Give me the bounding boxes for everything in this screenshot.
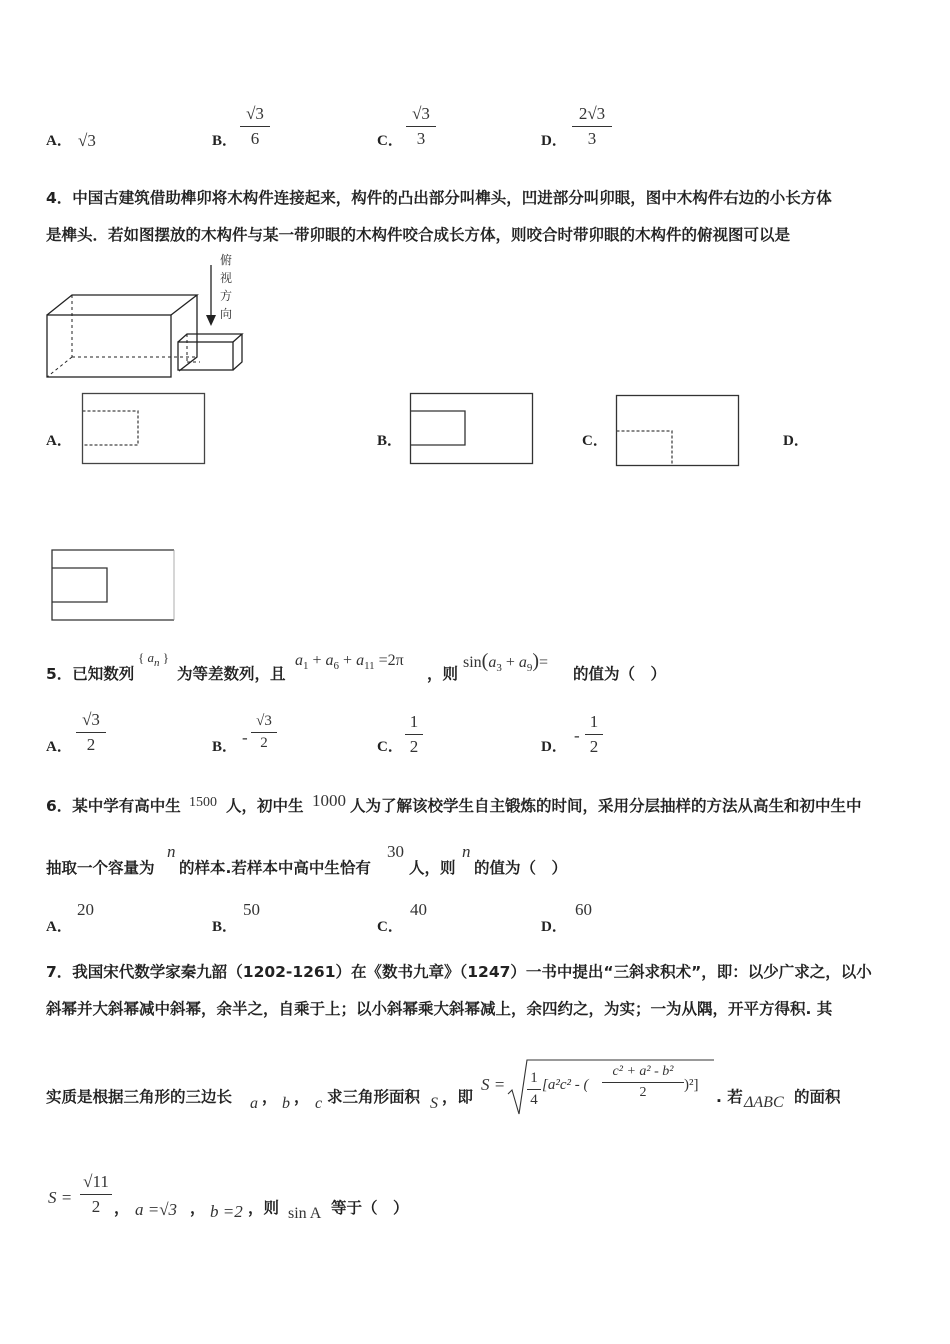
q3-option-b-label: B． xyxy=(212,133,238,149)
view-label-char-1: 俯 xyxy=(220,253,233,267)
q5-option-a-value: $\frac{√3}{2}$ xyxy=(76,710,106,755)
q4-option-c-label: C． xyxy=(582,433,608,449)
q6-var-n-2: n xyxy=(462,842,471,861)
q7-target: sin A xyxy=(288,1205,322,1222)
q7-formula-body: [a²c² - ( xyxy=(542,1077,589,1093)
q5-option-a-label: A． xyxy=(46,739,72,755)
q7-var-s: S xyxy=(430,1095,438,1112)
q6-sample-count: 30 xyxy=(387,842,404,861)
view-label-char-3: 方 xyxy=(220,289,233,303)
q3-option-c-label: C． xyxy=(377,133,403,149)
q6-option-a-value: 20 xyxy=(77,900,94,919)
q7-formula-tail: )²] xyxy=(684,1077,699,1093)
q5-sequence: { $a_n$ } xyxy=(138,650,169,669)
q5-option-d-sign: - xyxy=(574,726,580,745)
q5-option-d-value: $\frac{1}{2}$ xyxy=(585,712,603,757)
q7-var-c: c xyxy=(315,1095,323,1112)
tenon-top xyxy=(178,334,242,342)
q5-mid1: 为等差数列，且 xyxy=(177,665,286,683)
q4-option-d-figure xyxy=(50,548,180,624)
q6-part5: 的样本.若样本中高中生恰有 xyxy=(179,859,371,877)
q7-text-line1: 7．我国宋代数学家秦九韶（1202-1261）在《数书九章》（1247）一书中提出“三斜求积术”，即：以少广求之，以小 xyxy=(46,963,872,981)
q3-option-c-value: $\frac{√3}{3}$ xyxy=(406,104,436,149)
q5-prefix: 5．已知数列 xyxy=(46,665,135,683)
q6-part1: 6．某中学有高中生 xyxy=(46,797,181,815)
q5-option-c-value: $\frac{1}{2}$ xyxy=(405,712,423,757)
q6-option-c-value: 40 xyxy=(410,900,427,919)
q4-option-b-label: B． xyxy=(377,433,403,449)
q6-part3: 人为了解该校学生自主锻炼的时间，采用分层抽样的方法从高生和初中生中 xyxy=(350,797,862,815)
q7-line3d: . 若 xyxy=(716,1088,743,1106)
q7-quarter: $\frac{1}{4}$ xyxy=(527,1070,541,1109)
q6-option-a-label: A． xyxy=(46,919,72,935)
q7-ask: 等于（ ） xyxy=(331,1199,409,1217)
q3-option-a-value: √3 xyxy=(78,131,96,150)
q7-line3c: ，即 xyxy=(442,1088,474,1106)
q7-heron-formula xyxy=(481,1056,716,1118)
q6-option-b-value: 50 xyxy=(243,900,260,919)
q6-option-c-label: C． xyxy=(377,919,403,935)
q4-option-b-figure xyxy=(409,392,535,466)
q6-option-d-label: D． xyxy=(541,919,567,935)
q7-comma-1: ， xyxy=(262,1088,278,1106)
big-box-front xyxy=(47,315,171,377)
q5-option-d-label: D． xyxy=(541,739,567,755)
q5-expression: $\sin(a_3 + a_9)=$ xyxy=(463,650,549,674)
q7-comma-4: ， xyxy=(190,1199,206,1217)
q7-given-lhs: S = xyxy=(48,1188,73,1207)
q7-given-b: b =2 xyxy=(210,1202,243,1221)
big-box-top xyxy=(47,295,197,315)
q6-part2: 人，初中生 xyxy=(226,797,304,815)
q6-middle-count: 1000 xyxy=(312,791,346,810)
q6-part7: 的值为（ ） xyxy=(474,859,568,877)
q5-mid2: ，则 xyxy=(427,665,459,683)
q4-text-line1: 4．中国古建筑借助榫卯将木构件连接起来，构件的凸出部分叫榫头，凹进部分叫卯眼，图中木构件右边的小长方体 xyxy=(46,189,832,207)
q5-suffix: 的值为（ ） xyxy=(573,665,667,683)
q3-option-d-label: D． xyxy=(541,133,567,149)
q5-option-b-label: B． xyxy=(212,739,238,755)
q3-option-a-label: A． xyxy=(46,133,72,149)
q7-var-a: a xyxy=(250,1095,258,1112)
q7-var-b: b xyxy=(282,1095,290,1112)
q5-option-c-label: C． xyxy=(377,739,403,755)
q7-comma-3: ， xyxy=(114,1199,130,1217)
q6-high-count: 1500 xyxy=(189,795,217,810)
q3-option-d-value: $\frac{2√3}{3}$ xyxy=(572,104,612,149)
q4-option-a-figure xyxy=(81,392,207,466)
q7-formula-lhs: S = xyxy=(481,1075,506,1094)
q4-wood-figure xyxy=(40,250,260,385)
tenon-side xyxy=(233,334,242,370)
q7-line3b: 求三角形面积 xyxy=(327,1088,421,1106)
q4-text-line2: 是榫头．若如图摆放的木构件与某一带卯眼的木构件咬合成长方体，则咬合时带卯眼的木构件的俯视图可以是 xyxy=(46,226,791,244)
q7-then: ，则 xyxy=(248,1199,280,1217)
q7-inner-frac: $\frac{\text{c² + a² - b²}}{2}$ xyxy=(602,1064,684,1101)
view-label-char-4: 向 xyxy=(220,307,233,321)
q7-comma-2: ， xyxy=(294,1088,310,1106)
q7-given-area: $\frac{√11}{2}$ xyxy=(80,1172,112,1217)
q4-option-c-figure xyxy=(615,394,741,468)
view-arrow-head xyxy=(206,315,216,326)
q6-option-d-value: 60 xyxy=(575,900,592,919)
q6-part6: 人，则 xyxy=(409,859,456,877)
q7-line3e: 的面积 xyxy=(794,1088,841,1106)
view-label-char-2: 视 xyxy=(220,271,233,285)
q4-option-d-label: D． xyxy=(783,433,809,449)
q5-option-b-value: $\frac{√3}{2}$ xyxy=(251,713,277,752)
q4-option-a-label: A． xyxy=(46,433,72,449)
q6-option-b-label: B． xyxy=(212,919,238,935)
q7-given-a: a =√3 xyxy=(135,1200,178,1219)
q7-triangle: ΔABC xyxy=(744,1094,784,1111)
view-direction-label xyxy=(220,253,232,321)
q7-text-line2: 斜幂并大斜幂减中斜幂，余半之，自乘于上；以小斜幂乘大斜幂减上，余四约之，为实；一为从隅，开平方得积. 其 xyxy=(46,1000,833,1018)
q5-condition: $a_1 + a_6 + a_{11} =2\pi$ xyxy=(295,652,404,672)
q6-part4: 抽取一个容量为 xyxy=(46,859,155,877)
q3-option-b-value: $\frac{√3}{6}$ xyxy=(240,104,270,149)
q6-var-n: n xyxy=(167,842,176,861)
q7-line3a: 实质是根据三角形的三边长 xyxy=(46,1088,233,1106)
q5-option-b-sign: - xyxy=(242,728,248,747)
